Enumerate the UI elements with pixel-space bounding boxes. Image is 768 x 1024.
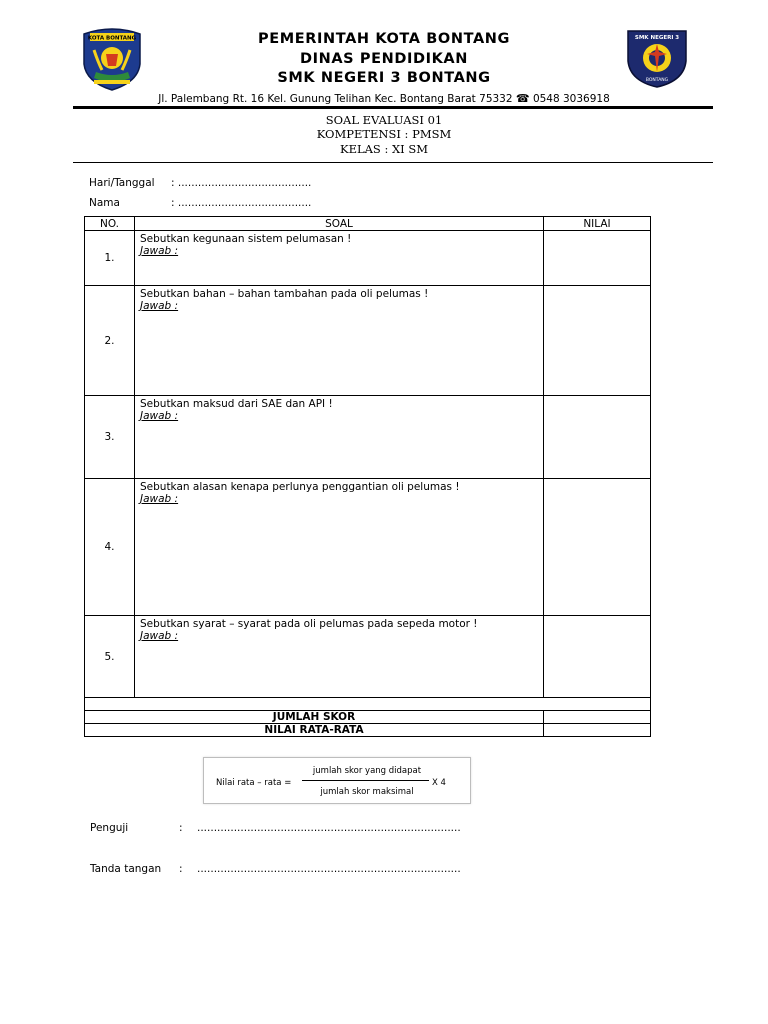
examiner-colon: : xyxy=(179,822,183,834)
school-title: SMK NEGERI 3 BONTANG xyxy=(277,70,491,86)
score-cell[interactable] xyxy=(544,479,651,616)
table-header-row xyxy=(85,217,651,231)
column-header-score: NILAI xyxy=(544,217,651,231)
question-text: Sebutkan maksud dari SAE dan API ! xyxy=(140,398,333,410)
date-label: Hari/Tanggal xyxy=(89,177,155,189)
score-cell[interactable] xyxy=(544,396,651,479)
question-cell[interactable] xyxy=(135,286,544,396)
examiner-field[interactable]: ............................................................................... xyxy=(197,822,461,834)
average-formula-box xyxy=(203,757,471,804)
questions-table xyxy=(84,216,651,737)
question-text: Sebutkan syarat – syarat pada oli pelumas pada sepeda motor ! xyxy=(140,618,478,630)
question-cell[interactable] xyxy=(135,396,544,479)
question-cell[interactable] xyxy=(135,616,544,698)
score-cell[interactable] xyxy=(544,616,651,698)
exam-title: SOAL EVALUASI 01 xyxy=(325,113,443,127)
signature-field[interactable]: ............................................................................... xyxy=(197,863,461,875)
table-row xyxy=(85,479,651,616)
answer-label: Jawab : xyxy=(140,300,179,312)
question-cell[interactable] xyxy=(135,479,544,616)
svg-text:KOTA BONTANG: KOTA BONTANG xyxy=(87,35,137,42)
header-rule-thick xyxy=(73,106,713,109)
answer-label: Jawab : xyxy=(140,493,179,505)
question-text: Sebutkan kegunaan sistem pelumasan ! xyxy=(140,233,352,245)
formula-multiplier: X 4 xyxy=(432,778,446,788)
question-text: Sebutkan alasan kenapa perlunya penggantian oli pelumas ! xyxy=(140,481,460,493)
average-score-cell[interactable] xyxy=(544,724,651,737)
department-title: DINAS PENDIDIKAN xyxy=(299,51,468,67)
question-text: Sebutkan bahan – bahan tambahan pada oli pelumas ! xyxy=(140,288,429,300)
answer-label: Jawab : xyxy=(140,410,179,422)
question-number: 1. xyxy=(85,231,135,286)
name-label: Nama xyxy=(89,197,120,209)
answer-label: Jawab : xyxy=(140,630,179,642)
signature-colon: : xyxy=(179,863,183,875)
question-number: 3. xyxy=(85,396,135,479)
question-number: 5. xyxy=(85,616,135,698)
formula-lhs: Nilai rata – rata = xyxy=(216,778,292,788)
spacer-row xyxy=(85,698,651,711)
class-title: KELAS : XI SM xyxy=(339,142,429,156)
address-text: Jl. Palembang Rt. 16 Kel. Gunung Telihan Kec. Bontang Barat 75332 xyxy=(158,93,513,105)
answer-label: Jawab : xyxy=(140,245,179,257)
table-row xyxy=(85,396,651,479)
total-score-label: JUMLAH SKOR xyxy=(85,711,544,724)
telephone-icon: ☎ xyxy=(515,92,530,105)
examiner-label: Penguji xyxy=(90,822,129,834)
total-score-cell[interactable] xyxy=(544,711,651,724)
name-field[interactable]: : ........................................ xyxy=(171,197,312,209)
svg-text:BONTANG: BONTANG xyxy=(645,78,669,83)
table-row xyxy=(85,616,651,698)
score-cell[interactable] xyxy=(544,231,651,286)
score-cell[interactable] xyxy=(544,286,651,396)
table-row xyxy=(85,231,651,286)
date-field[interactable]: : ........................................ xyxy=(171,177,312,189)
column-header-question: SOAL xyxy=(135,217,544,231)
question-number: 4. xyxy=(85,479,135,616)
competency-title: KOMPETENSI : PMSM xyxy=(316,127,452,141)
question-cell[interactable] xyxy=(135,231,544,286)
fraction-bar xyxy=(302,780,429,781)
svg-text:SMK NEGERI 3: SMK NEGERI 3 xyxy=(634,35,680,41)
address-line xyxy=(0,92,768,105)
formula-denominator: jumlah skor maksimal xyxy=(320,787,414,797)
average-score-label: NILAI RATA-RATA xyxy=(85,724,544,737)
title-rule xyxy=(73,162,713,163)
column-header-no: NO. xyxy=(85,217,135,231)
government-title: PEMERINTAH KOTA BONTANG xyxy=(257,31,511,47)
total-score-row xyxy=(85,711,651,724)
question-number: 2. xyxy=(85,286,135,396)
formula-numerator: jumlah skor yang didapat xyxy=(312,766,422,776)
average-score-row xyxy=(85,724,651,737)
signature-label: Tanda tangan xyxy=(90,863,162,875)
phone-number: 0548 3036918 xyxy=(532,93,610,105)
table-row xyxy=(85,286,651,396)
spacer-cell xyxy=(85,698,651,711)
